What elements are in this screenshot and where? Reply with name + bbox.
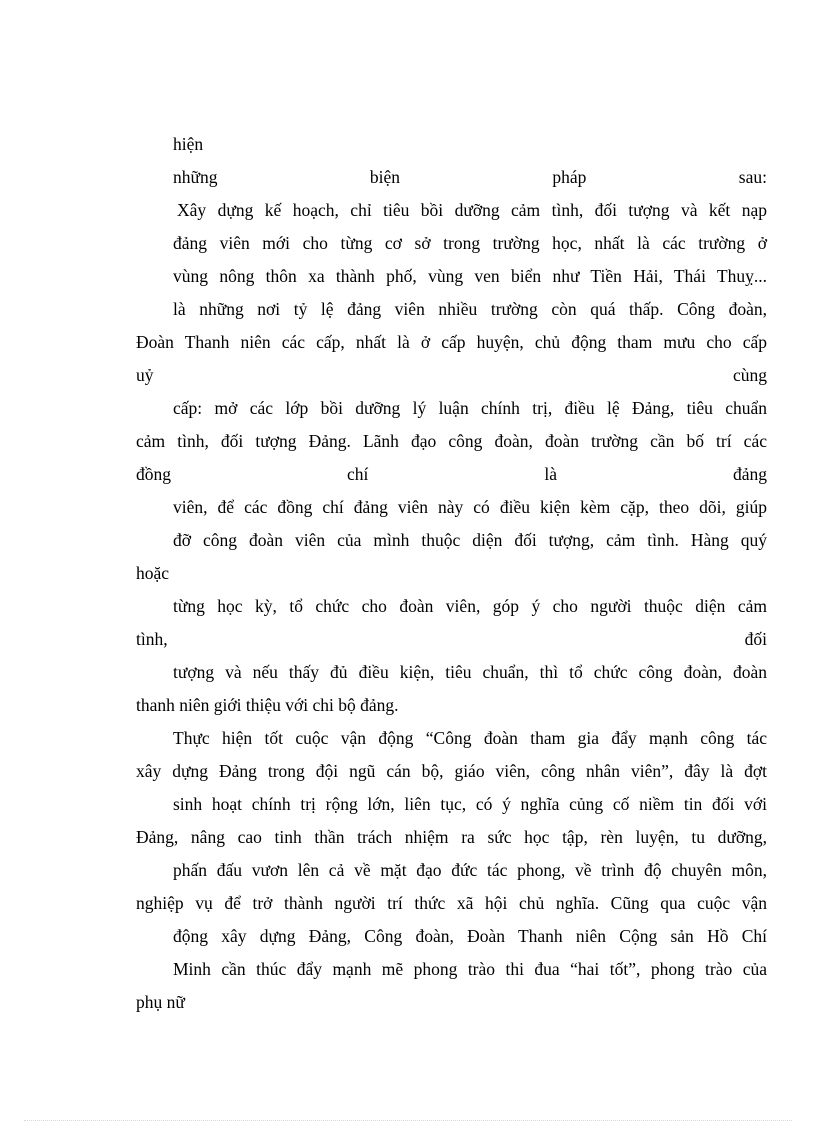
text-line: là những nơi tỷ lệ đảng viên nhiều trường còn quá thấp. Công đoàn, xyxy=(173,299,767,319)
text-line: đỡ công đoàn viên của mình thuộc diện đối tượng, cảm tình. Hàng quý xyxy=(173,530,767,550)
text-line xyxy=(136,628,767,650)
word: đảng xyxy=(732,464,767,484)
word: chí xyxy=(346,464,369,484)
text-line: từng học kỳ, tổ chức cho đoàn viên, góp ý cho người thuộc diện cảm xyxy=(173,596,767,616)
text-line: viên, để các đồng chí đảng viên này có điều kiện kèm cặp, theo dõi, giúp xyxy=(173,497,767,517)
text-line: đảng viên mới cho từng cơ sở trong trường học, nhất là các trường ở xyxy=(173,233,767,253)
text-line: phấn đấu vươn lên cả về mặt đạo đức tác phong, về trình độ chuyên môn, xyxy=(173,860,767,880)
text-line: hoặc xyxy=(136,563,170,583)
word: đồng xyxy=(136,464,171,484)
text-line xyxy=(136,364,767,386)
word: sau: xyxy=(738,167,767,187)
word: những xyxy=(173,167,218,187)
text-line: tượng và nếu thấy đủ điều kiện, tiêu chuẩn, thì tổ chức công đoàn, đoàn xyxy=(173,662,767,682)
word: uỷ xyxy=(136,365,154,385)
text-line: vùng nông thôn xa thành phố, vùng ven biển như Tiền Hải, Thái Thuỵ... xyxy=(173,266,767,286)
word: là xyxy=(544,464,557,484)
word: cùng xyxy=(732,365,767,385)
text-line: Xây dựng kế hoạch, chỉ tiêu bồi dưỡng cảm tình, đối tượng và kết nạp xyxy=(177,200,767,220)
word: biện xyxy=(369,167,401,187)
text-line: cấp: mở các lớp bồi dưỡng lý luận chính trị, điều lệ Đảng, tiêu chuẩn xyxy=(173,398,767,418)
text-line xyxy=(173,166,767,188)
text-line: động xây dựng Đảng, Công đoàn, Đoàn Thanh niên Cộng sản Hồ Chí xyxy=(173,926,767,946)
text-line xyxy=(136,463,767,485)
word: đối xyxy=(744,629,767,649)
word: pháp xyxy=(552,167,587,187)
word: tình, xyxy=(136,629,168,649)
page-bottom-divider xyxy=(24,1120,792,1121)
text-line: Minh cần thúc đẩy mạnh mẽ phong trào thi đua “hai tốt”, phong trào của xyxy=(173,959,767,979)
text-line: xây dựng Đảng trong đội ngũ cán bộ, giáo viên, công nhân viên”, đây là đợt xyxy=(136,761,767,781)
text-line: thanh niên giới thiệu với chi bộ đảng. xyxy=(136,695,399,715)
text-line: Đoàn Thanh niên các cấp, nhất là ở cấp huyện, chủ động tham mưu cho cấp xyxy=(136,332,767,352)
text-line: sinh hoạt chính trị rộng lớn, liên tục, có ý nghĩa củng cố niềm tin đối với xyxy=(173,794,767,814)
text-line: phụ nữ xyxy=(136,992,185,1012)
text-line: Thực hiện tốt cuộc vận động “Công đoàn tham gia đẩy mạnh công tác xyxy=(173,728,767,748)
text-line: hiện xyxy=(173,134,204,154)
text-line: Đảng, nâng cao tinh thần trách nhiệm ra sức học tập, rèn luyện, tu dưỡng, xyxy=(136,827,767,847)
text-line: cảm tình, đối tượng Đảng. Lãnh đạo công đoàn, đoàn trường cần bố trí các xyxy=(136,431,767,451)
text-line: nghiệp vụ để trở thành người trí thức xã hội chủ nghĩa. Cũng qua cuộc vận xyxy=(136,893,767,913)
